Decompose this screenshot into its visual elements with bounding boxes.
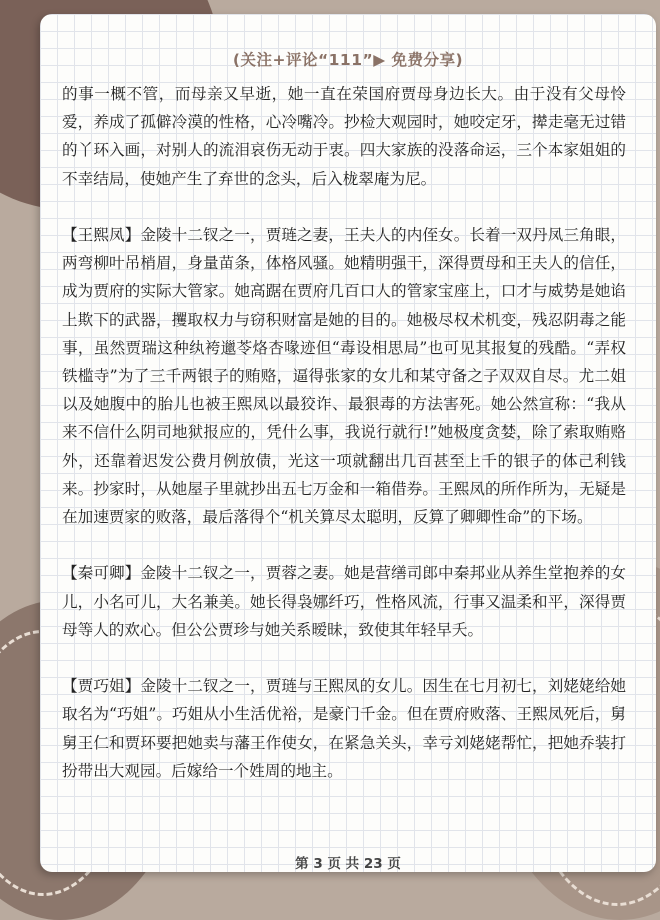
page-number: 第 3 页 共 23 页: [295, 856, 401, 872]
paragraph-xichun-end: 的事一概不管，而母亲又早逝，她一直在荣国府贾母身边长大。由于没有父母怜爱，养成了孤僻冷漠的性格，心冷嘴冷。抄检大观园时，她咬定牙，撵走毫无过错的丫环入画，对别人的流泪哀伤无动于衷。四大家族的没落命运，三个本家姐姐的不幸结局，使她产生了弃世的念头，后入栊翠庵为尼。: [62, 85, 626, 188]
paragraph-jia-qiaojie: 【贾巧姐】金陵十二钗之一，贾琏与王熙凤的女儿。因生在七月初七，刘姥姥给她取名为“巧姐”。巧姐从小生活优裕，是豪门千金。但在贾府败落、王熙凤死后，舅舅王仁和贾环要把她卖与藩王作使女，在紧急关头，幸亏刘姥姥帮忙，把她乔装打扮带出大观园。后嫁给一个姓周的地主。: [62, 677, 626, 780]
page-content: [62, 80, 626, 813]
grid-paper-page: [40, 14, 656, 872]
page-header: (关注+评论“111”▶ 免费分享): [232, 51, 464, 69]
paragraph-qin-keqing: 【秦可卿】金陵十二钗之一，贾蓉之妻。她是营缮司郎中秦邦业从养生堂抱养的女儿，小名可儿，大名兼美。她长得袅娜纤巧，性格风流，行事又温柔和平，深得贾母等人的欢心。但公公贾珍与她关系暧昧，致使其年轻早夭。: [62, 564, 626, 639]
paragraph-wang-xifeng: 【王熙凤】金陵十二钗之一，贾琏之妻，王夫人的内侄女。长着一双丹凤三角眼，两弯柳叶吊梢眉，身量苗条，体格风骚。她精明强干，深得贾母和王夫人的信任，成为贾府的实际大管家。她高踞在贾府几百口人的管家宝座上，口才与威势是她谄上欺下的武器，攫取权力与窃积财富是她的目的。她极尽权术机变，残忍阴毒之能事，虽然贾瑞这种纨袴邋苓烙杏喙迹但“毒设相思局”也可见其报复的残酷。“弄权铁槛寺”为了三千两银子的贿赂，逼得张家的女儿和某守备之子双双自尽。尤二姐以及她腹中的胎儿也被王熙凤以最狡诈、最狠毒的方法害死。她公然宣称：“我从来不信什么阴司地狱报应的，凭什么事，我说行就行!”她极度贪婪，除了索取贿赂外，还靠着迟发公费月例放债，光这一项就翻出几百甚至上千的银子的体己利钱来。抄家时，从她屋子里就抄出五七万金和一箱借券。王熙凤的所作所为，无疑是在加速贾家的败落，最后落得个“机关算尽太聪明，反算了卿卿性命”的下场。: [62, 226, 626, 527]
